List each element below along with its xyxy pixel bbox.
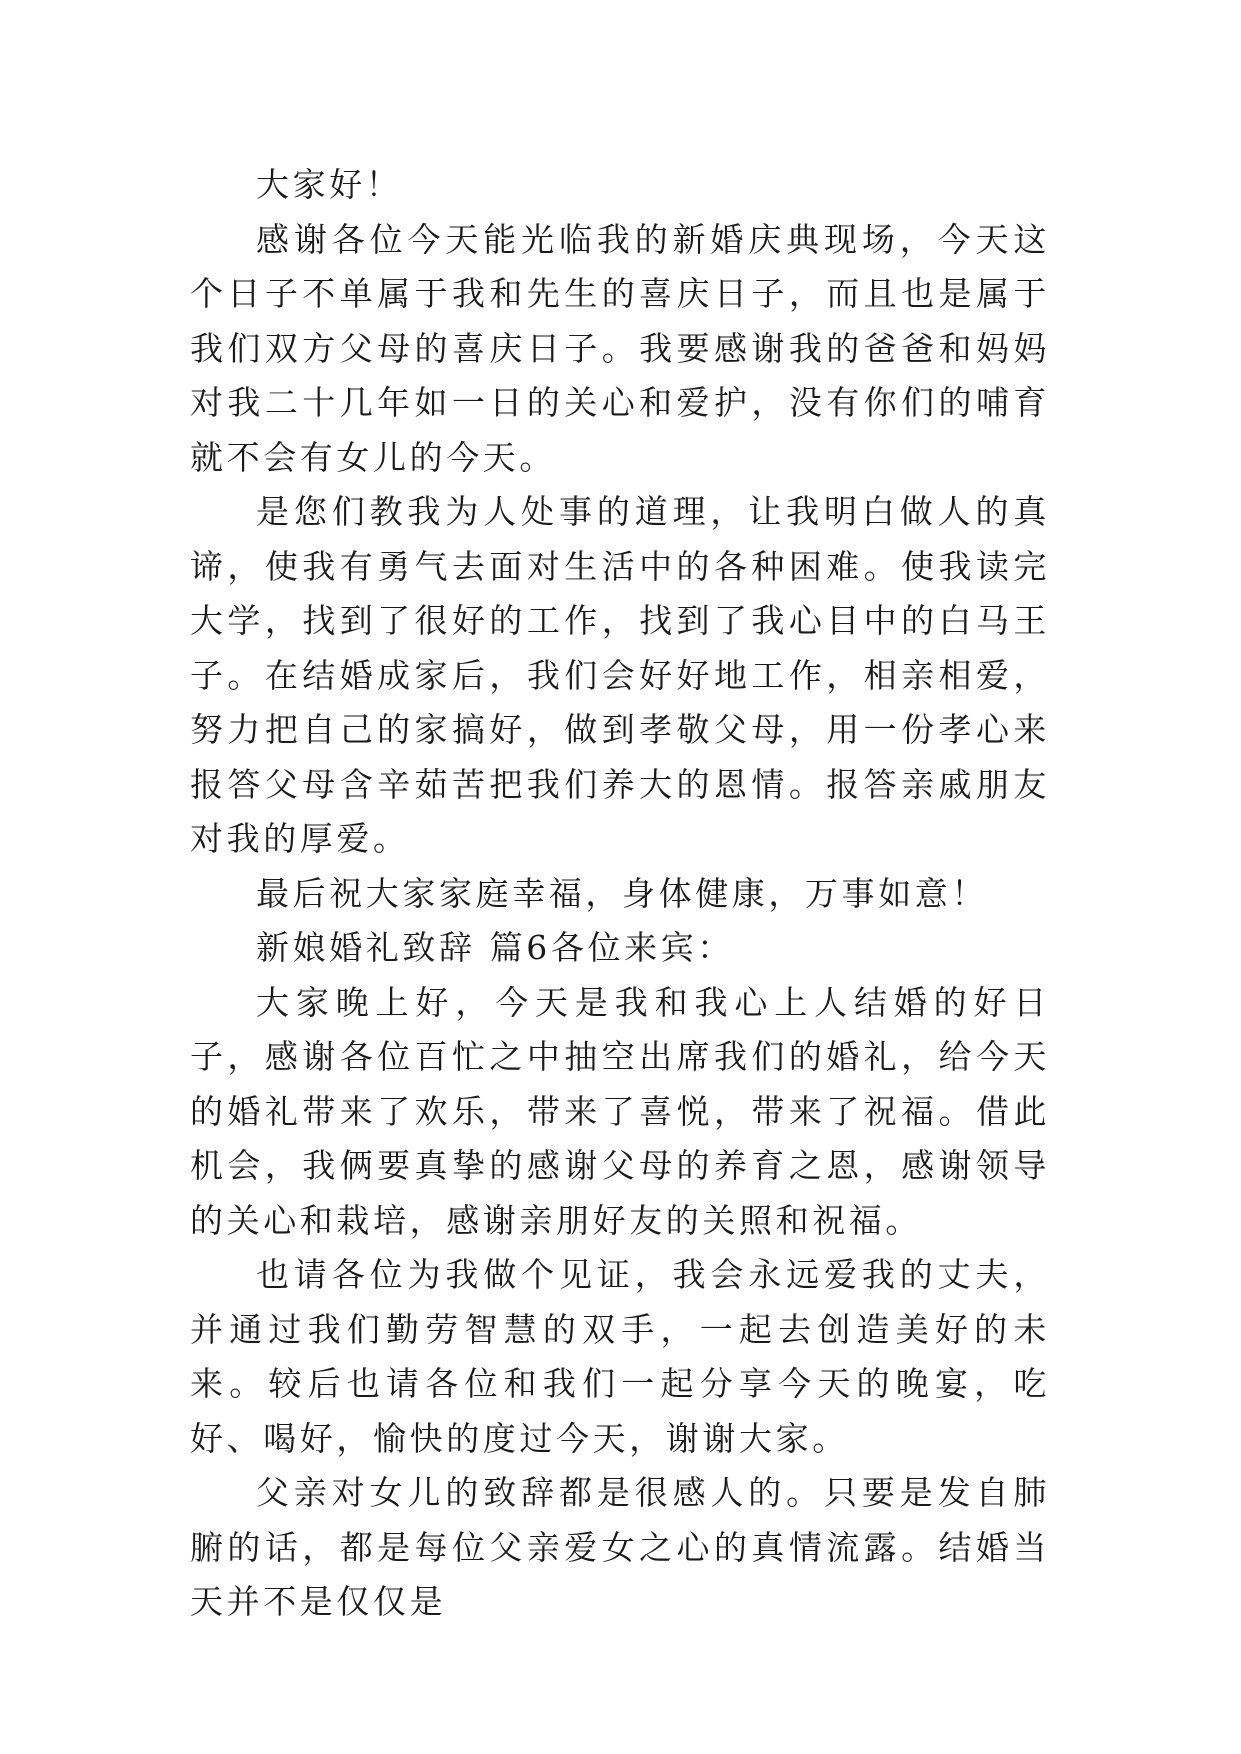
- paragraph-life-lessons: 是您们教我为人处事的道理，让我明白做人的真谛，使我有勇气去面对生活中的各种困难。使我读完大学，找到了很好的工作，找到了我心目中的白马王子。在结婚成家后，我们会好好地工作，相亲相爱，努力把自己的家搞好，做到孝敬父母，用一份孝心来报答父母含辛茹苦把我们养大的恩情。报答亲戚朋友对我的厚爱。: [190, 492, 1050, 858]
- paragraph-father-speech: 父亲对女儿的致辞都是很感人的。只要是发自肺腑的话，都是每位父亲爱女之心的真情流露。结婚当天并不是仅仅是: [190, 1473, 1050, 1621]
- paragraph-closing-wishes: 最后祝大家家庭幸福，身体健康，万事如意！: [256, 873, 988, 913]
- paragraph-witness: 也请各位为我做个见证，我会永远爱我的丈夫，并通过我们勤劳智慧的双手，一起去创造美好的未来。较后也请各位和我们一起分享今天的晚宴，吃好、喝好，愉快的度过今天，谢谢大家。: [190, 1255, 1050, 1458]
- paragraph-greeting: 大家好！: [256, 165, 403, 204]
- document-body: [190, 158, 1050, 1630]
- paragraph-thanks-parents: 感谢各位今天能光临我的新婚庆典现场，今天这个日子不单属于我和先生的喜庆日子，而且也是属于我们双方父母的喜庆日子。我要感谢我的爸爸和妈妈对我二十几年如一日的关心和爱护，没有你们的哺育就不会有女儿的今天。: [190, 219, 1050, 477]
- paragraph-section-heading: 新娘婚礼致辞 篇6各位来宾：: [256, 928, 734, 967]
- paragraph-evening-greeting: 大家晚上好，今天是我和我心上人结婚的好日子，感谢各位百忙之中抽空出席我们的婚礼，给今天的婚礼带来了欢乐，带来了喜悦，带来了祝福。借此机会，我俩要真挚的感谢父母的养育之恩，感谢领导的关心和栽培，感谢亲朋好友的关照和祝福。: [190, 982, 1050, 1240]
